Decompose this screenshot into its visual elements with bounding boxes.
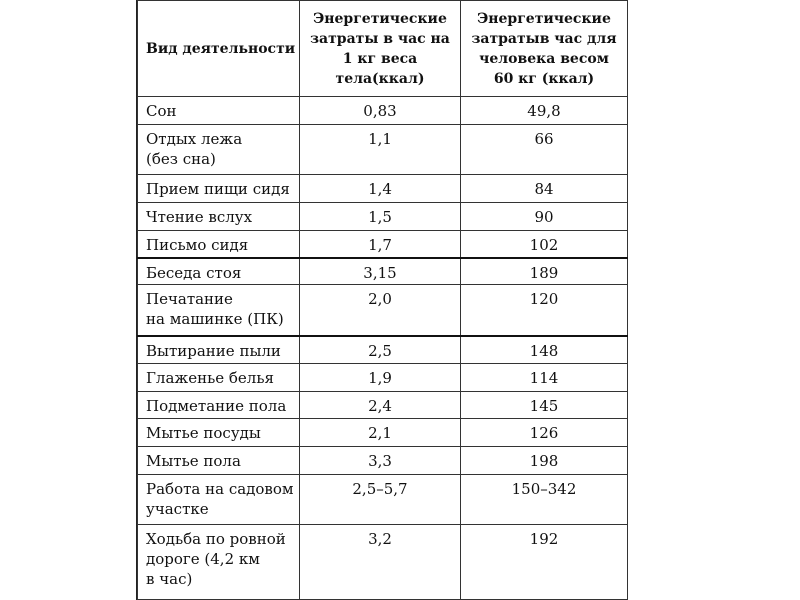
table-row bbox=[138, 285, 628, 336]
table-row bbox=[138, 447, 628, 475]
per-60kg-cell: 198 bbox=[461, 447, 628, 475]
per-kg-cell: 3,2 bbox=[300, 525, 461, 600]
per-60kg-cell: 90 bbox=[461, 203, 628, 231]
table-row bbox=[138, 175, 628, 203]
table-row bbox=[138, 125, 628, 175]
table-row bbox=[138, 419, 628, 447]
per-60kg-cell: 150–342 bbox=[461, 475, 628, 525]
table-header-row bbox=[138, 1, 628, 97]
activity-cell: Чтение вслух bbox=[138, 203, 300, 231]
per-kg-cell: 1,9 bbox=[300, 364, 461, 392]
header-activity: Вид деятельности bbox=[138, 1, 300, 97]
table-row bbox=[138, 336, 628, 364]
table-row bbox=[138, 392, 628, 419]
per-kg-cell: 2,1 bbox=[300, 419, 461, 447]
activity-cell: Ходьба по ровной дороге (4,2 км в час) bbox=[138, 525, 300, 600]
per-kg-cell: 1,5 bbox=[300, 203, 461, 231]
activity-cell: Мытье пола bbox=[138, 447, 300, 475]
per-kg-cell: 2,4 bbox=[300, 392, 461, 419]
per-kg-cell: 2,5–5,7 bbox=[300, 475, 461, 525]
per-kg-cell: 2,0 bbox=[300, 285, 461, 336]
per-60kg-cell: 126 bbox=[461, 419, 628, 447]
activity-cell: Подметание пола bbox=[138, 392, 300, 419]
per-60kg-cell: 49,8 bbox=[461, 97, 628, 125]
per-kg-cell: 3,15 bbox=[300, 258, 461, 285]
per-kg-cell: 0,83 bbox=[300, 97, 461, 125]
per-60kg-cell: 120 bbox=[461, 285, 628, 336]
per-60kg-cell: 192 bbox=[461, 525, 628, 600]
per-60kg-cell: 189 bbox=[461, 258, 628, 285]
activity-cell: Сон bbox=[138, 97, 300, 125]
per-kg-cell: 2,5 bbox=[300, 336, 461, 364]
activity-cell: Беседа стоя bbox=[138, 258, 300, 285]
activity-cell: Мытье посуды bbox=[138, 419, 300, 447]
per-60kg-cell: 145 bbox=[461, 392, 628, 419]
per-kg-cell: 1,1 bbox=[300, 125, 461, 175]
table-row bbox=[138, 475, 628, 525]
activity-cell: Работа на садовом участке bbox=[138, 475, 300, 525]
per-60kg-cell: 84 bbox=[461, 175, 628, 203]
activity-cell: Прием пищи сидя bbox=[138, 175, 300, 203]
energy-table-frame bbox=[136, 0, 628, 600]
per-kg-cell: 1,4 bbox=[300, 175, 461, 203]
activity-cell: Вытирание пыли bbox=[138, 336, 300, 364]
activity-cell: Печатание на машинке (ПК) bbox=[138, 285, 300, 336]
activity-cell: Письмо сидя bbox=[138, 231, 300, 258]
per-kg-cell: 1,7 bbox=[300, 231, 461, 258]
activity-cell: Отдых лежа (без сна) bbox=[138, 125, 300, 175]
table-row bbox=[138, 258, 628, 285]
per-kg-cell: 3,3 bbox=[300, 447, 461, 475]
header-per-60kg: Энергетические затратыв час для человека весом 60 кг (ккал) bbox=[461, 1, 628, 97]
table-row bbox=[138, 231, 628, 258]
table-row bbox=[138, 525, 628, 600]
header-per-kg: Энергетические затраты в час на 1 кг веса тела(ккал) bbox=[300, 1, 461, 97]
table-row bbox=[138, 203, 628, 231]
table-row bbox=[138, 97, 628, 125]
per-60kg-cell: 102 bbox=[461, 231, 628, 258]
per-60kg-cell: 66 bbox=[461, 125, 628, 175]
table-row bbox=[138, 364, 628, 392]
per-60kg-cell: 148 bbox=[461, 336, 628, 364]
energy-expenditure-table bbox=[137, 0, 628, 600]
activity-cell: Глаженье белья bbox=[138, 364, 300, 392]
per-60kg-cell: 114 bbox=[461, 364, 628, 392]
